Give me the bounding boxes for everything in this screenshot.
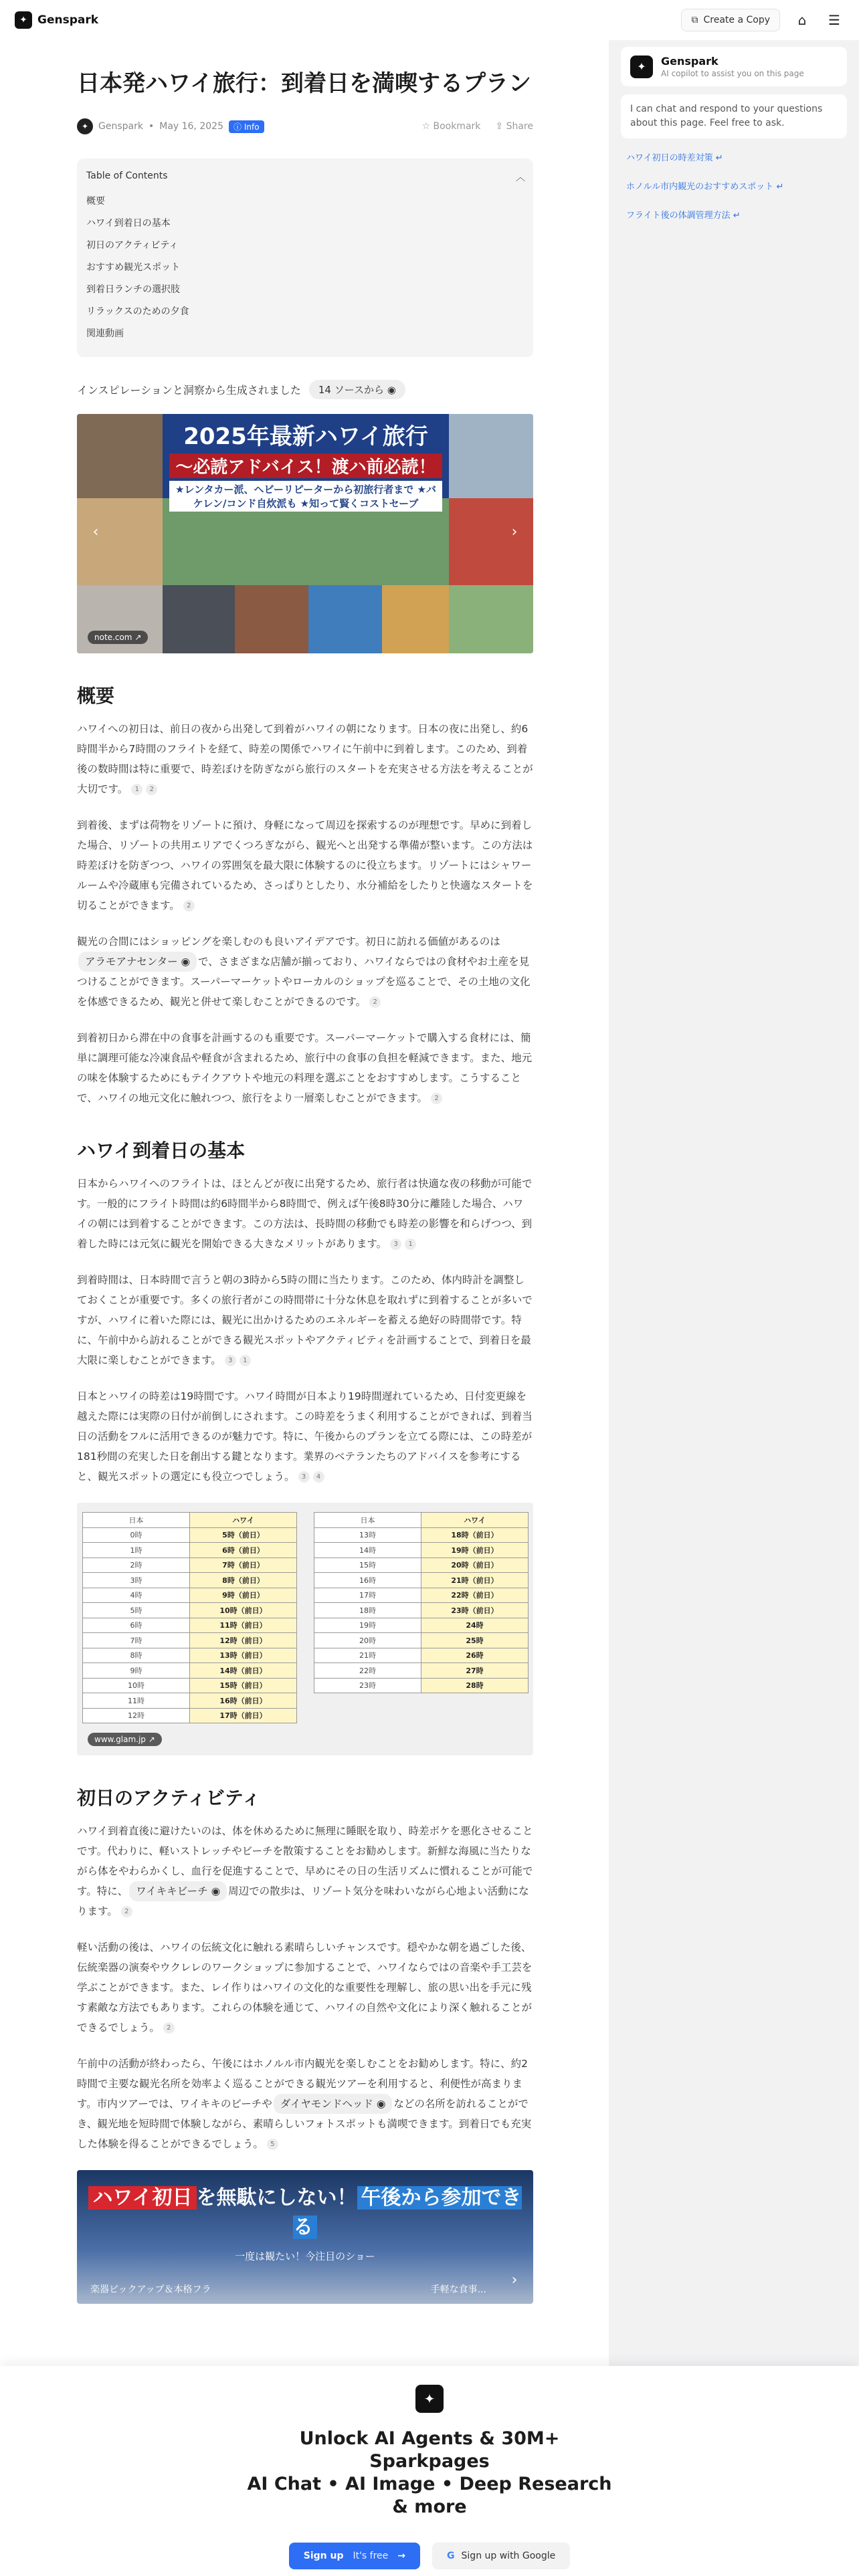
citation[interactable]: 3 xyxy=(225,1355,236,1366)
citation[interactable]: 2 xyxy=(369,996,381,1008)
share-button[interactable] xyxy=(495,121,533,132)
paragraph-text: 周辺での散歩は、リゾート気分を味わいながら心地よい活動になります。 xyxy=(77,1885,529,1917)
toc-item[interactable]: おすすめ観光スポット xyxy=(86,262,181,273)
section-heading: ハワイ到着日の基本 xyxy=(77,1140,246,1162)
time-table-row xyxy=(314,1603,529,1618)
hawaii-time-cell: 15時（前日） xyxy=(190,1678,297,1693)
hawaii-time-cell: 26時 xyxy=(421,1648,529,1663)
agent-name: Genspark xyxy=(661,55,719,68)
time-table-row xyxy=(83,1648,297,1663)
hawaii-time-cell: 19時（前日） xyxy=(421,1543,529,1558)
article xyxy=(77,40,533,2304)
banner-title xyxy=(77,2181,533,2240)
hawaii-time-cell: 16時（前日） xyxy=(190,1693,297,1709)
citation[interactable]: 2 xyxy=(121,1906,132,1917)
hawaii-time-cell: 13時（前日） xyxy=(190,1648,297,1663)
paragraph-text: 到着後、まずは荷物をリゾートに預け、身軽になって周辺を探索するのが理想です。早めに到着した場合、リゾートの共用エリアでくつろぎながら、観光へと出発する準備が整います。この方法は時差ぼけを防ぎつつ、ハワイの雰囲気を最大限に体験するのに役立ちます。リゾートにはシャワールームや冷蔵庫も完備されているため、さっぱりとしたり、水分補給をしたりと快適なスタートを切ることができます。 xyxy=(77,819,533,911)
suggested-question-text: ホノルル市内観光のおすすめスポット xyxy=(626,182,774,192)
enter-arrow-icon: ↵ xyxy=(733,211,741,221)
hawaii-time-cell: 7時（前日） xyxy=(190,1558,297,1573)
time-table-row xyxy=(83,1573,297,1588)
paragraph-text: ハワイへの初日は、前日の夜から出発して到着がハワイの朝になります。日本の夜に出発し、約6時間半から7時間のフライトを経て、時差の関係でハワイに午前中に到着します。このため、到着後の数時間は特に重要で、時差ぼけを防ぎながら旅行のスタートを充実させる方法を考えることが大切です。 xyxy=(77,723,533,795)
japan-time-cell: 23時 xyxy=(314,1678,421,1693)
genspark-logo-icon: ✦ xyxy=(630,56,653,78)
japan-time-cell: 7時 xyxy=(83,1633,190,1648)
paragraph-text: 午前中の活動が終わったら、午後にはホノルル市内観光を楽しむことをお勧めします。特に、約2時間で主要な観光名所を効率よく巡ることができる観光ツアーを利用すると、利便性が高まります。市内ツアーでは、ワイキキのビーチや xyxy=(77,2058,528,2110)
bookmark-label: Bookmark xyxy=(433,121,481,132)
hawaii-time-cell: 18時（前日） xyxy=(421,1527,529,1543)
entity-icon: ◉ xyxy=(211,1885,221,1897)
japan-time-cell: 3時 xyxy=(83,1573,190,1588)
paragraph xyxy=(77,719,533,799)
chevron-up-icon[interactable]: ︿ xyxy=(516,173,525,183)
time-table-row xyxy=(314,1527,529,1543)
arrow-right-icon: → xyxy=(397,2551,406,2561)
paragraph xyxy=(77,932,533,1012)
sources-pill[interactable] xyxy=(309,380,405,399)
hawaii-time-cell: 28時 xyxy=(421,1678,529,1693)
image-credit[interactable] xyxy=(88,631,148,644)
toc-item[interactable]: 関連動画 xyxy=(86,328,124,339)
entity-pill-label: アラモアナセンター xyxy=(85,956,178,968)
overlay-title-line: Sparkpages xyxy=(369,2451,490,2472)
japan-time-cell: 14時 xyxy=(314,1543,421,1558)
google-sign-up-label: Sign up with Google xyxy=(461,2551,556,2561)
time-table-header xyxy=(314,1513,529,1528)
toc-item[interactable]: ハワイ到着日の基本 xyxy=(86,218,171,229)
time-table-row xyxy=(314,1633,529,1648)
banner-title-blue: 午後から参加できる xyxy=(293,2186,522,2239)
app-name: Genspark xyxy=(37,13,99,27)
top-bar xyxy=(0,0,859,40)
paragraph xyxy=(77,1270,533,1370)
time-table-row xyxy=(314,1543,529,1558)
external-link-icon: ↗ xyxy=(148,1735,155,1744)
enter-arrow-icon: ↵ xyxy=(776,182,784,192)
agent-description: AI copilot to assist you on this page xyxy=(661,69,804,78)
japan-time-cell: 22時 xyxy=(314,1663,421,1679)
japan-time-cell: 21時 xyxy=(314,1648,421,1663)
entity-pill[interactable] xyxy=(274,2094,393,2114)
toc-item[interactable]: 到着日ランチの選択肢 xyxy=(86,284,180,295)
japan-time-cell: 19時 xyxy=(314,1618,421,1633)
photo-tile xyxy=(449,498,533,585)
time-table-row xyxy=(314,1648,529,1663)
suggested-question[interactable] xyxy=(626,208,859,221)
citation[interactable]: 5 xyxy=(267,2139,278,2150)
paragraph xyxy=(77,1386,533,1487)
hawaii-time-cell: 24時 xyxy=(421,1618,529,1633)
japan-time-cell: 9時 xyxy=(83,1663,190,1679)
hero-image-carousel xyxy=(77,414,533,653)
paragraph-text: などの名所を訪れることができ、観光地を短時間で体験しながら、素晴らしいフォトスポットも満喫できます。到着日でも充実した体験を得ることができるでしょう。 xyxy=(77,2098,532,2150)
hawaii-time-cell: 9時（前日） xyxy=(190,1588,297,1603)
banner-caption-left: 楽器ピックアップ＆本格フラ xyxy=(90,2284,211,2295)
sources-count: 14 ソースから xyxy=(318,384,384,396)
hero-line2: 〜必読アドバイス！渡ハ前必読！ xyxy=(169,453,442,478)
sign-up-label: Sign up xyxy=(303,2551,344,2561)
signup-overlay xyxy=(0,2366,859,2576)
japan-time-cell: 16時 xyxy=(314,1573,421,1588)
menu-icon[interactable]: ☰ xyxy=(828,12,840,28)
info-icon: ⓘ xyxy=(233,122,242,132)
toc-heading: Table of Contents xyxy=(86,171,168,181)
paragraph-text: 日本とハワイの時差は19時間です。ハワイ時間が日本より19時間遅れているため、日付変更線を越えた際には実際の日付が前倒しにされます。この時差をうまく利用することができれば、到着当日の活動をフルに活用できるのが魅力です。特に、午後からのプランを立てる際には、この時差が181秒間の充実した日を創出する鍵となります。業界のベテランたちのアドバイスを参考にすると、観光スポットの選定にも役立つでしょう。 xyxy=(77,1390,533,1483)
time-table-row xyxy=(83,1693,297,1709)
copy-icon: ⧉ xyxy=(691,15,698,25)
time-table-header-cell: 日本 xyxy=(314,1513,421,1528)
photo-tile xyxy=(308,585,382,653)
toc-item[interactable]: 概要 xyxy=(86,196,105,207)
suggested-question[interactable] xyxy=(626,179,859,192)
time-table-row xyxy=(314,1588,529,1603)
time-table-header-cell: 日本 xyxy=(83,1513,190,1528)
paragraph-text: で、さまざまな店舗が揃っており、ハワイならではの食材やお土産を見つけることができます。スーパーマーケットやローカルのショップを巡ることで、その土地の文化を体感できるため、観光と併せて楽しむことができるのです。 xyxy=(77,956,531,1008)
hawaii-time-cell: 8時（前日） xyxy=(190,1573,297,1588)
info-badge[interactable] xyxy=(229,120,264,133)
japan-time-cell: 15時 xyxy=(314,1558,421,1573)
time-table-row xyxy=(83,1663,297,1679)
time-table-row xyxy=(83,1618,297,1633)
meta-separator: • xyxy=(148,121,155,132)
time-table-row xyxy=(83,1603,297,1618)
photo-tile xyxy=(382,585,449,653)
toc-item[interactable]: 初日のアクティビティ xyxy=(86,240,179,251)
image-credit-text: note.com xyxy=(94,633,132,642)
entity-pill[interactable] xyxy=(129,1881,227,1901)
hawaii-time-cell: 12時（前日） xyxy=(190,1633,297,1648)
entity-icon: ◉ xyxy=(181,956,191,968)
copilot-panel xyxy=(609,40,859,2576)
time-table-row xyxy=(314,1573,529,1588)
paragraph-text: 観光の合間にはショッピングを楽しむのも良いアイデアです。初日に訪れる価値があるのは xyxy=(77,936,500,948)
citation[interactable]: 1 xyxy=(131,784,142,795)
source-text: インスピレーションと洞察から生成されました xyxy=(77,384,301,397)
time-difference-table-image xyxy=(77,1503,533,1755)
citation[interactable]: 3 xyxy=(298,1471,310,1483)
citation[interactable]: 3 xyxy=(390,1239,401,1250)
external-link-icon: ↗ xyxy=(134,633,142,642)
chevron-right-icon[interactable]: › xyxy=(511,2271,518,2288)
banner-title-middle: を無駄にしない！ xyxy=(196,2186,357,2210)
hawaii-time-cell: 17時（前日） xyxy=(190,1708,297,1723)
avatar: ✦ xyxy=(77,118,93,134)
time-table-row xyxy=(314,1558,529,1573)
time-table-header-cell: ハワイ xyxy=(421,1513,529,1528)
home-icon[interactable]: ⌂ xyxy=(797,12,807,28)
japan-time-cell: 5時 xyxy=(83,1603,190,1618)
time-table-row xyxy=(314,1663,529,1679)
source-line xyxy=(77,380,533,399)
share-label: Share xyxy=(506,121,533,132)
paragraph-text: 到着初日から滞在中の食事を計画するのも重要です。スーパーマーケットで購入する食材には、簡単に調理可能な冷凍食品や軽食が含まれるため、旅行中の食事の負担を軽減できます。また、地元の味を体験するためにもテイクアウトや地元の料理を選ぶことをおすすめします。こうすることで、ハワイの地元文化に触れつつ、旅行をより一層楽しむことができます。 xyxy=(77,1032,533,1104)
paragraph xyxy=(77,2054,533,2154)
sources-icon: ◉ xyxy=(387,384,396,396)
japan-time-cell: 10時 xyxy=(83,1678,190,1693)
photo-tile xyxy=(163,585,235,653)
hawaii-time-cell: 6時（前日） xyxy=(190,1543,297,1558)
time-table-row xyxy=(83,1633,297,1648)
agent-card xyxy=(621,47,847,86)
time-table-header-cell: ハワイ xyxy=(190,1513,297,1528)
google-sign-up-button[interactable] xyxy=(432,2543,570,2569)
japan-time-cell: 12時 xyxy=(83,1708,190,1723)
overlay-title-line: AI Chat • AI Image • Deep Research xyxy=(247,2474,612,2494)
chevron-left-icon[interactable]: ‹ xyxy=(92,523,99,540)
first-day-banner-image xyxy=(77,2170,533,2304)
paragraph xyxy=(77,1174,533,1254)
photo-tile xyxy=(449,414,533,498)
bookmark-icon: ☆ xyxy=(421,121,431,132)
hawaii-time-cell: 22時（前日） xyxy=(421,1588,529,1603)
article-meta xyxy=(77,118,533,134)
paragraph xyxy=(77,1937,533,2038)
info-label: Info xyxy=(244,122,260,132)
paragraph-text: 到着時間は、日本時間で言うと朝の3時から5時の間に当たります。このため、体内時計を調整しておくことが重要です。多くの旅行者がこの時間帯に十分な休息を取れずに到着することが多いですが、ハワイに着いた際には、観光に出かけるためのエネルギーを蓄える絶好の時間帯です。特に、午前中から訪れることができる観光スポットやアクティビティを計画することで、到着日を最大限に楽しむことができます。 xyxy=(77,1274,533,1366)
google-icon: G xyxy=(447,2551,455,2561)
entity-pill-label: ダイヤモンドヘッド xyxy=(280,2098,373,2110)
paragraph xyxy=(77,1821,533,1921)
free-label: It's free xyxy=(353,2551,389,2561)
time-table-right xyxy=(314,1512,529,1693)
section-heading: 概要 xyxy=(77,685,115,707)
section-heading: 初日のアクティビティ xyxy=(77,1787,261,1809)
chevron-right-icon[interactable]: › xyxy=(511,523,518,540)
bookmark-button[interactable] xyxy=(421,121,480,132)
japan-time-cell: 11時 xyxy=(83,1693,190,1709)
sign-up-button[interactable] xyxy=(289,2543,420,2569)
japan-time-cell: 20時 xyxy=(314,1633,421,1648)
image-credit-text: www.glam.jp xyxy=(94,1735,146,1744)
time-table-row xyxy=(83,1588,297,1603)
suggested-question-text: ハワイ初日の時差対策 xyxy=(626,153,713,163)
toc-item[interactable]: リラックスのための夕食 xyxy=(86,306,189,317)
page-title: 日本発ハワイ旅行：到着日を満喫するプラン xyxy=(77,70,531,97)
time-table-row xyxy=(83,1708,297,1723)
hero-line1: 2025年最新ハワイ旅行 xyxy=(183,423,428,450)
japan-time-cell: 6時 xyxy=(83,1618,190,1633)
time-table-row xyxy=(83,1527,297,1543)
japan-time-cell: 8時 xyxy=(83,1648,190,1663)
time-table-row xyxy=(83,1558,297,1573)
time-table-left xyxy=(82,1512,297,1723)
hawaii-time-cell: 23時（前日） xyxy=(421,1603,529,1618)
banner-title-red: ハワイ初日 xyxy=(88,2186,196,2210)
overlay-title-line: & more xyxy=(392,2496,467,2517)
toc-header[interactable] xyxy=(86,171,525,184)
table-of-contents xyxy=(77,158,533,357)
hawaii-time-cell: 21時（前日） xyxy=(421,1573,529,1588)
hawaii-time-cell: 11時（前日） xyxy=(190,1618,297,1633)
japan-time-cell: 0時 xyxy=(83,1527,190,1543)
photo-tile xyxy=(77,498,163,585)
citation[interactable]: 2 xyxy=(431,1093,442,1104)
japan-time-cell: 18時 xyxy=(314,1603,421,1618)
sparkle-icon: ✦ xyxy=(415,2385,444,2413)
paragraph xyxy=(77,1028,533,1108)
time-table-row xyxy=(314,1678,529,1693)
hero-title-overlay xyxy=(163,414,449,510)
photo-tile xyxy=(77,414,163,498)
hero-line3: ★レンタカー派、ヘビーリピーターから初旅行者まで ★バケレン/コンド自炊派も ★知って賢くコストセーブ xyxy=(169,481,442,512)
paragraph-text: 日本からハワイへのフライトは、ほとんどが夜に出発するため、旅行者は快適な夜の移動が可能です。一般的にフライト時間は約6時間半から8時間で、例えば午後8時30分に離陸した場合、ハワイの朝には到着することができます。この方法は、長時間の移動でも時差の影響を和らげつつ、到着した時には元気に観光を開始できる大きなメリットがあります。 xyxy=(77,1178,533,1250)
paragraph-text: 軽い活動の後は、ハワイの伝統文化に触れる素晴らしいチャンスです。穏やかな朝を過ごした後、伝統楽器の演奏やウクレレのワークショップに参加することで、ハワイならではの音楽や手工芸を学ぶことができます。また、レイ作りはハワイの文化的な重要性を理解し、旅の思い出を手元に残す素敵な方法でもあります。これらの体験を通じて、ハワイの自然や文化により深く触れることができるでしょう。 xyxy=(77,1941,533,2034)
japan-time-cell: 13時 xyxy=(314,1527,421,1543)
banner-subtitle: 一度は観たい！今注目のショー xyxy=(235,2250,375,2262)
japan-time-cell: 17時 xyxy=(314,1588,421,1603)
author: Genspark xyxy=(98,121,143,132)
citation[interactable]: 4 xyxy=(313,1471,324,1483)
hawaii-time-cell: 25時 xyxy=(421,1633,529,1648)
create-copy-label: Create a Copy xyxy=(703,15,770,25)
time-table-row xyxy=(83,1543,297,1558)
japan-time-cell: 4時 xyxy=(83,1588,190,1603)
image-credit[interactable] xyxy=(88,1733,162,1746)
publish-date: May 16, 2025 xyxy=(159,121,223,132)
photo-tile xyxy=(449,585,533,653)
photo-tile xyxy=(235,585,308,653)
logo[interactable] xyxy=(15,11,98,29)
hawaii-time-cell: 27時 xyxy=(421,1663,529,1679)
overlay-title-line: Unlock AI Agents & 30M+ xyxy=(299,2428,560,2449)
chat-message: I can chat and respond to your questions about this page. Feel free to ask. xyxy=(621,94,847,138)
citation[interactable]: 2 xyxy=(146,784,157,795)
share-icon: ⇪ xyxy=(495,121,504,132)
citation[interactable]: 1 xyxy=(405,1239,416,1250)
enter-arrow-icon: ↵ xyxy=(715,153,723,163)
suggested-question-text: フライト後の体調管理方法 xyxy=(626,211,731,221)
time-table-row xyxy=(314,1618,529,1633)
japan-time-cell: 2時 xyxy=(83,1558,190,1573)
entity-icon: ◉ xyxy=(376,2098,386,2110)
japan-time-cell: 1時 xyxy=(83,1543,190,1558)
hawaii-time-cell: 5時（前日） xyxy=(190,1527,297,1543)
genspark-logo-icon: ✦ xyxy=(15,11,32,29)
citation[interactable]: 2 xyxy=(163,2022,175,2034)
entity-pill-label: ワイキキビーチ xyxy=(136,1885,208,1897)
entity-pill[interactable] xyxy=(78,952,197,972)
hawaii-time-cell: 10時（前日） xyxy=(190,1603,297,1618)
banner-caption-right: 手軽な食事... xyxy=(430,2284,486,2295)
citation[interactable]: 2 xyxy=(183,900,195,911)
paragraph xyxy=(77,815,533,916)
overlay-title xyxy=(0,2428,859,2518)
suggested-question[interactable] xyxy=(626,150,859,163)
paragraph-text: ハワイ到着直後に避けたいのは、体を休めるために無理に睡眠を取り、時差ボケを悪化させることです。代わりに、軽いストレッチやビーチを散策することをお勧めします。新鮮な海風に当たりながら体をやわらかくし、血行を促進することで、早めにその日の生活リズムに慣れることが可能です。特に、 xyxy=(77,1825,533,1897)
time-table-header xyxy=(83,1513,297,1528)
time-table-row xyxy=(83,1678,297,1693)
hawaii-time-cell: 20時（前日） xyxy=(421,1558,529,1573)
hawaii-time-cell: 14時（前日） xyxy=(190,1663,297,1679)
citation[interactable]: 1 xyxy=(240,1355,251,1366)
create-copy-button[interactable] xyxy=(681,9,780,31)
